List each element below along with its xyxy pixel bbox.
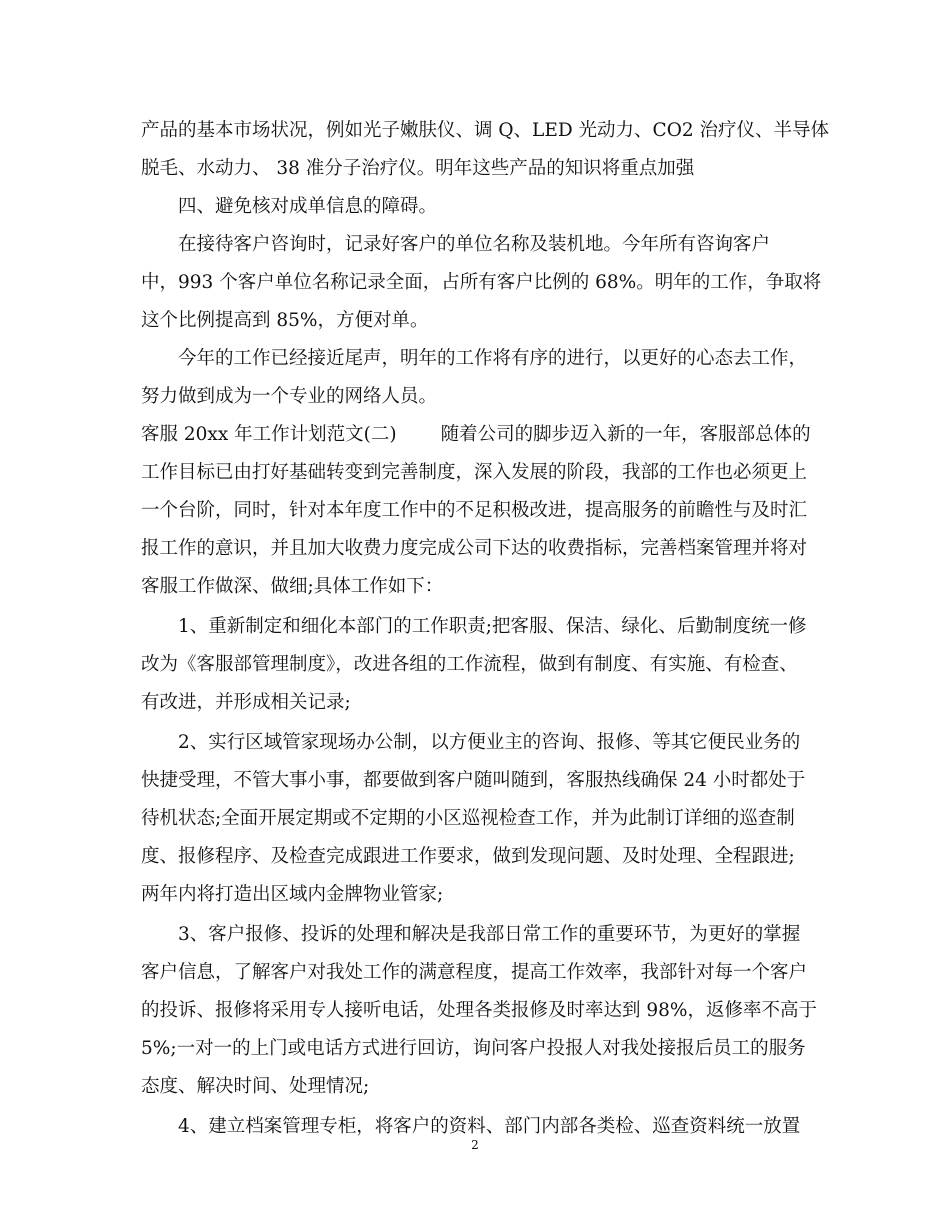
text-line: 有改进，并形成相关记录; xyxy=(141,692,351,713)
text-line: 工作目标已由打好基础转变到完善制度，深入发展的阶段，我部的工作也必须更上 xyxy=(141,462,808,483)
paragraph-start: 在接待客户咨询时，记录好客户的单位名称及装机地。今年所有咨询客户 xyxy=(178,234,771,255)
text-line: 随着公司的脚步迈入新的一年，客服部总体的 xyxy=(440,424,811,445)
text-line: 待机状态;全面开展定期或不定期的小区巡视检查工作，并为此制订详细的巡查制 xyxy=(141,808,795,829)
section-title-line xyxy=(141,422,811,448)
list-item-start: 1、重新制定和细化本部门的工作职责;把客服、保洁、绿化、后勤制度统一修 xyxy=(178,616,807,637)
text-line: 快捷受理，不管大事小事，都要做到客户随叫随到，客服热线确保 24 小时都处于 xyxy=(141,770,806,791)
text-line: 这个比例提高到 85%，方便对单。 xyxy=(141,310,429,331)
text-line: 态度、解决时间、处理情况; xyxy=(141,1076,370,1097)
text-line: 脱毛、水动力、 38 准分子治疗仪。明年这些产品的知识将重点加强 xyxy=(141,158,695,179)
list-item-start: 3、客户报修、投诉的处理和解决是我部日常工作的重要环节，为更好的掌握 xyxy=(178,924,801,945)
list-item-start: 2、实行区域管家现场办公制，以方便业主的咨询、报修、等其它便民业务的 xyxy=(178,732,801,753)
page-number: 2 xyxy=(471,1138,479,1152)
text-line: 客服工作做深、做细;具体工作如下： xyxy=(141,576,444,597)
text-line: 一个台阶，同时，针对本年度工作中的不足积极改进，提高服务的前瞻性与及时汇 xyxy=(141,500,808,521)
text-line: 的投诉、报修将采用专人接听电话，处理各类报修及时率达到 98%，返修率不高于 xyxy=(141,1000,818,1021)
text-line: 5%;一对一的上门或电话方式进行回访，询问客户投报人对我处接报后员工的服务 xyxy=(141,1038,806,1059)
text-line: 努力做到成为一个专业的网络人员。 xyxy=(141,386,438,407)
text-line: 客户信息，了解客户对我处工作的满意程度，提高工作效率，我部针对每一个客户 xyxy=(141,962,808,983)
text-line: 度、报修程序、及检查完成跟进工作要求，做到发现问题、及时处理、全程跟进; xyxy=(141,846,795,867)
text-line: 中，993 个客户单位名称记录全面，占所有客户比例的 68%。明年的工作，争取将 xyxy=(141,272,822,293)
list-item-start: 4、建立档案管理专柜，将客户的资料、部门内部各类检、巡查资料统一放置 xyxy=(178,1116,801,1137)
text-line: 两年内将打造出区域内金牌物业管家; xyxy=(141,884,444,905)
text-line: 改为《客服部管理制度》，改进各组的工作流程，做到有制度、有实施、有检查、 xyxy=(141,654,798,675)
section-title: 客服 20xx 年工作计划范文(二) xyxy=(141,424,397,445)
text-line: 产品的基本市场状况，例如光子嫩肤仪、调 Q、LED 光动力、CO2 治疗仪、半导体 xyxy=(141,120,830,141)
text-line: 报工作的意识，并且加大收费力度完成公司下达的收费指标，完善档案管理并将对 xyxy=(141,538,808,559)
paragraph-start: 今年的工作已经接近尾声，明年的工作将有序的进行，以更好的心态去工作， xyxy=(178,348,808,369)
section-heading: 四、避免核对成单信息的障碍。 xyxy=(178,196,438,217)
